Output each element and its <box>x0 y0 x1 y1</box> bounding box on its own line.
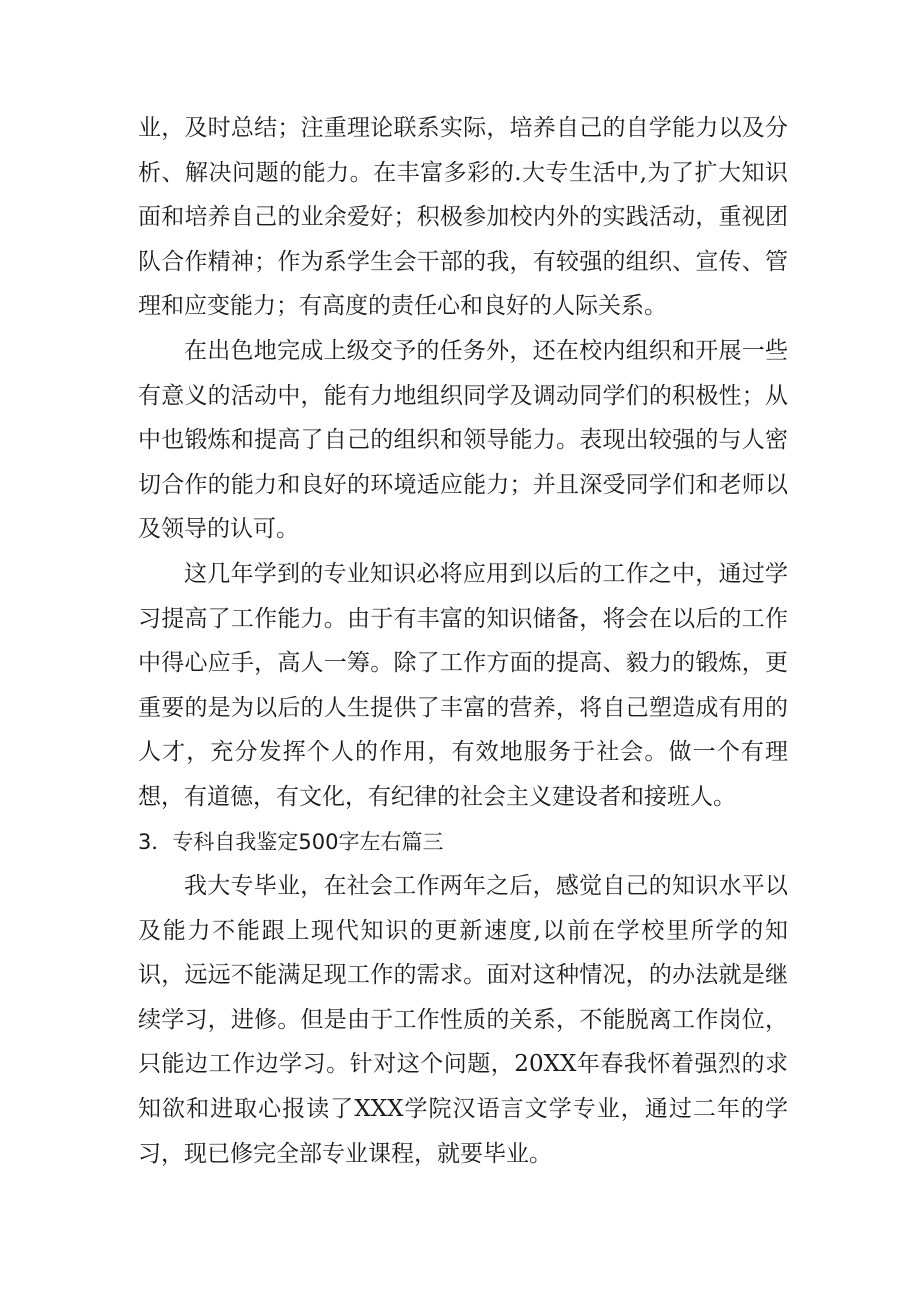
section-heading: 3．专科自我鉴定500字左右篇三 <box>138 829 444 854</box>
document-body <box>138 106 788 1176</box>
paragraph-2: 在出色地完成上级交予的任务外，还在校内组织和开展一些有意义的活动中，能有力地组织同学及调动同学们的积极性；从中也锻炼和提高了自己的组织和领导能力。表现出较强的与人密切合作的能力和良好的环境适应能力；并且深受同学们和老师以及领导的认可。 <box>138 337 788 543</box>
paragraph-1: 业，及时总结；注重理论联系实际，培养自己的自学能力以及分析、解决问题的能力。在丰富多彩的.大专生活中,为了扩大知识面和培养自己的业余爱好；积极参加校内外的实践活动，重视团队合作精神；作为系学生会干部的我，有较强的组织、宣传、管理和应变能力；有高度的责任心和良好的人际关系。 <box>138 115 788 320</box>
paragraph-3: 这几年学到的专业知识必将应用到以后的工作之中，通过学习提高了工作能力。由于有丰富的知识储备，将会在以后的工作中得心应手，高人一筹。除了工作方面的提高、毅力的锻炼，更重要的是为以后的人生提供了丰富的营养，将自己塑造成有用的人才，充分发挥个人的作用，有效地服务于社会。做一个有理想，有道德，有文化，有纪律的社会主义建设者和接班人。 <box>138 560 788 810</box>
paragraph-4: 我大专毕业，在社会工作两年之后，感觉自己的知识水平以及能力不能跟上现代知识的更新速度,以前在学校里所学的知识，远远不能满足现工作的需求。面对这种情况，的办法就是继续学习，进修。但是由于工作性质的关系，不能脱离工作岗位，只能边工作边学习。针对这个问题，20XX年春我怀着强烈的求知欲和进取心报读了XXX学院汉语言文学专业，通过二年的学习，现已修完全部专业课程，就要毕业。 <box>138 873 788 1167</box>
